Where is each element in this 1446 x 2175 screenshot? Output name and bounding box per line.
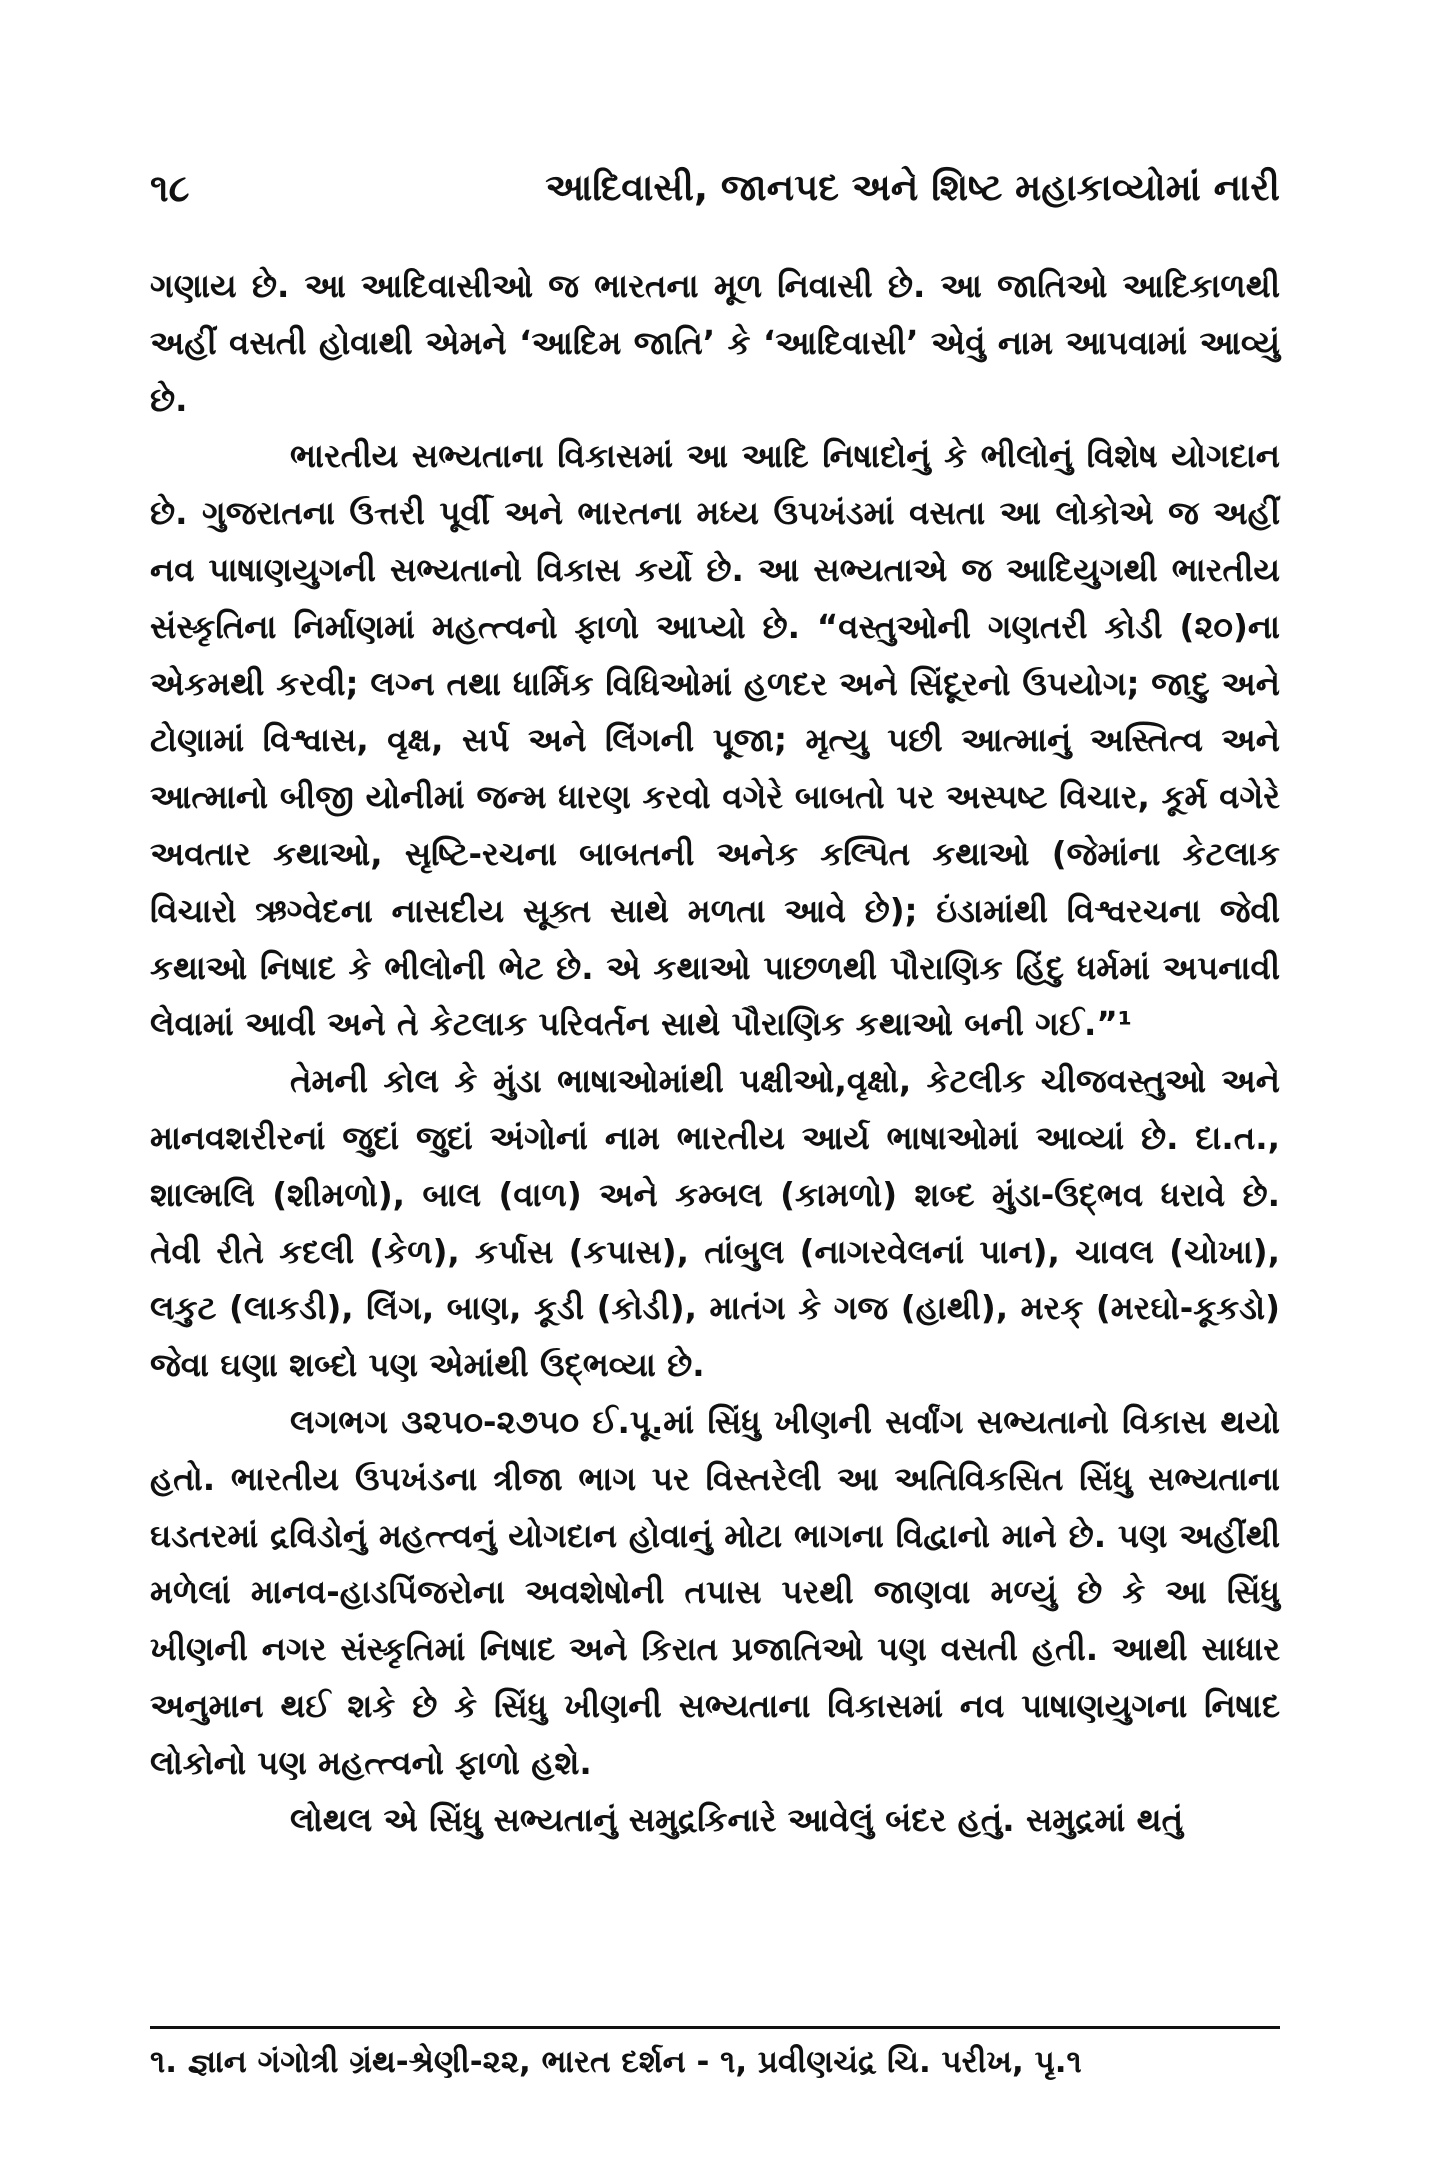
paragraph-nishad-contribution: ભારતીય સભ્યતાના વિકાસમાં આ આદિ નિષાદોનું કે ભીલોનું વિશેષ યોગદાન છે. ગુજરાતના ઉત્તરી પૂર્વી અને ભારતના મધ્ય ઉપખંડમાં વસતા આ લોકોએ જ અહીં નવ પાષાણયુગની સભ્યતાનો વિકાસ કર્યો છે. આ સભ્યતાએ જ આદિયુગથી ભારતીય સંસ્કૃતિના નિર્માણમાં મહત્ત્વનો ફાળો આપ્યો છે. “વસ્તુઓની ગણતરી કોડી (૨૦)ના એકમથી કરવી; લગ્ન તથા ધાર્મિક વિધિઓમાં હળદર અને સિંદૂરનો ઉપયોગ; જાદુ અને ટોણામાં વિશ્વાસ, વૃક્ષ, સર્પ અને લિંગની પૂજા; મૃત્યુ પછી આત્માનું અસ્તિત્વ અને આત્માનો બીજી યોનીમાં જન્મ ધારણ કરવો વગેરે બાબતો પર અસ્પષ્ટ વિચાર, કૂર્મ વગેરે અવતાર કથાઓ, સૃષ્ટિ-રચના બાબતની અનેક કલ્પિત કથાઓ (જેમાંના કેટલાક વિચારો ઋગ્વેદના નાસદીય સૂક્ત સાથે મળતા આવે છે); ઇંડામાંથી વિશ્વરચના જેવી કથાઓ નિષાદ કે ભીલોની ભેટ છે. એ કથાઓ પાછળથી પૌરાણિક હિંદુ ધર્મમાં અપનાવી લેવામાં આવી અને તે કેટલાક પરિવર્તન સાથે પૌરાણિક કથાઓ બની ગઈ.”¹ bbox=[150, 437, 1280, 1044]
page-number: ૧૮ bbox=[150, 166, 190, 210]
footnote-divider bbox=[150, 2026, 1280, 2029]
paragraph-munda-words: તેમની કોલ કે મુંડા ભાષાઓમાંથી પક્ષીઓ,વૃક્ષો, કેટલીક ચીજવસ્તુઓ અને માનવશરીરનાં જુદાં જુદાં અંગોનાં નામ ભારતીય આર્ય ભાષાઓમાં આવ્યાં છે. દા.ત., શાલ્મલિ (શીમળો), બાલ (વાળ) અને કમ્બલ (કામળો) શબ્દ મુંડા-ઉદ્ભવ ધરાવે છે. તેવી રીતે કદલી (કેળ), કર્પાસ (કપાસ), તાંબુલ (નાગરવેલનાં પાન), ચાવલ (ચોખા), લકુટ (લાકડી), લિંગ, બાણ, કૂડી (કોડી), માતંગ કે ગજ (હાથી), મરક્ (મરઘો-કૂકડો) જેવા ઘણા શબ્દો પણ એમાંથી ઉદ્ભવ્યા છે. bbox=[150, 1062, 1280, 1385]
running-title: આદિવાસી, જાનપદ અને શિષ્ટ મહાકાવ્યોમાં નારી bbox=[545, 166, 1280, 209]
paragraph-lothal: લોથલ એ સિંધુ સભ્યતાનું સમુદ્રકિનારે આવેલું બંદર હતું. સમુદ્રમાં થતું bbox=[290, 1800, 1184, 1839]
body-text bbox=[150, 258, 1280, 1848]
paragraph-continuation: ગણાય છે. આ આદિવાસીઓ જ ભારતના મૂળ નિવાસી છે. આ જાતિઓ આદિકાળથી અહીં વસતી હોવાથી એમને ‘આદિમ જાતિ’ કે ‘આદિવાસી’ એવું નામ આપવામાં આવ્યું છે. bbox=[150, 267, 1280, 419]
footnote: ૧. જ્ઞાન ગંગોત્રી ગ્રંથ-શ્રેણી-૨૨, ભારત દર્શન - ૧, પ્રવીણચંદ્ર ચિ. પરીખ, પૃ.૧ bbox=[150, 2044, 1082, 2080]
paragraph-indus-civilization: લગભગ ૩૨૫૦-૨૭૫૦ ઈ.પૂ.માં સિંધુ ખીણની સર્વાંગ સભ્યતાનો વિકાસ થયો હતો. ભારતીય ઉપખંડના ત્રીજા ભાગ પર વિસ્તરેલી આ અતિવિકસિત સિંધુ સભ્યતાના ઘડતરમાં દ્રવિડોનું મહત્ત્વનું યોગદાન હોવાનું મોટા ભાગના વિદ્વાનો માને છે. પણ અહીંથી મળેલાં માનવ-હાડપિંજરોના અવશેષોની તપાસ પરથી જાણવા મળ્યું છે કે આ સિંધુ ખીણની નગર સંસ્કૃતિમાં નિષાદ અને કિરાત પ્રજાતિઓ પણ વસતી હતી. આથી સાધાર અનુમાન થઈ શકે છે કે સિંધુ ખીણની સભ્યતાના વિકાસમાં નવ પાષાણયુગના નિષાદ લોકોનો પણ મહત્ત્વનો ફાળો હશે. bbox=[150, 1402, 1280, 1782]
page-header bbox=[150, 158, 1280, 218]
